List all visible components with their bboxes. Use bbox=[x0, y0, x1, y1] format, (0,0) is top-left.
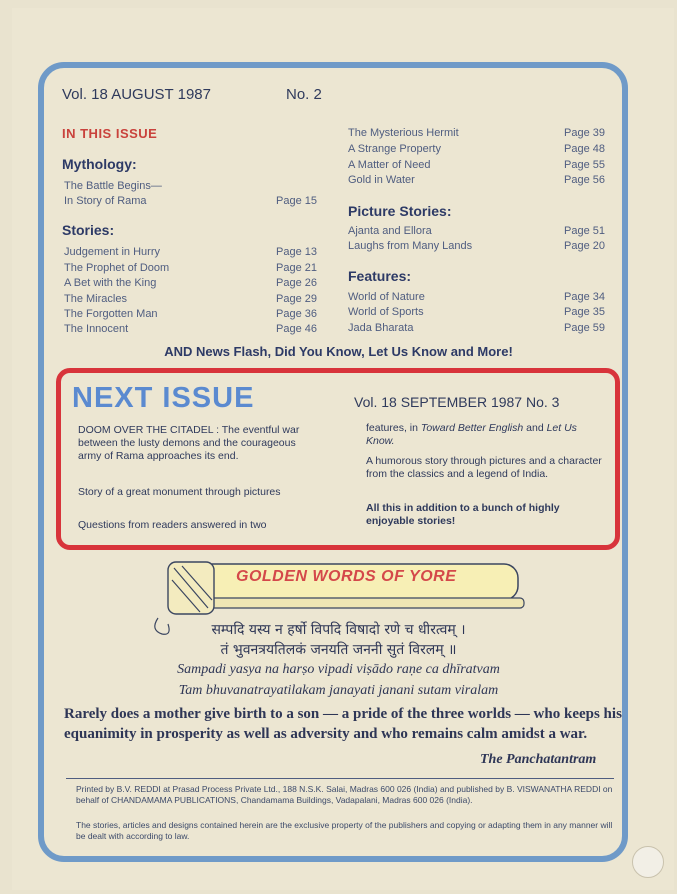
section-title-features: Features: bbox=[348, 268, 412, 284]
toc-item: In Story of Rama bbox=[64, 195, 147, 207]
next-issue-volume: Vol. 18 SEPTEMBER 1987 No. 3 bbox=[354, 394, 560, 410]
toc-page: Page 56 bbox=[564, 174, 605, 186]
next-issue-paragraph: Story of a great monument through pictures bbox=[78, 486, 281, 498]
toc-item: Gold in Water bbox=[348, 174, 415, 186]
divider bbox=[66, 778, 614, 779]
toc-item: Laughs from Many Lands bbox=[348, 240, 473, 252]
toc-item: The Mysterious Hermit bbox=[348, 127, 459, 139]
next-issue-paragraph: All this in addition to a bunch of highly enjoyable stories! bbox=[366, 502, 560, 527]
text-run: features, in bbox=[366, 422, 421, 434]
library-stamp-icon bbox=[632, 846, 664, 878]
and-news-line: AND News Flash, Did You Know, Let Us Know and More! bbox=[164, 344, 513, 359]
toc-page: Page 51 bbox=[564, 225, 605, 237]
sanskrit-verse-line: सम्पदि यस्य न हर्षो विपदि विषादो रणे च धीरत्वम् । bbox=[211, 622, 466, 638]
copyright-notice: The stories, articles and designs contained herein are the exclusive property of the publishers and copying or adapting them in any manner will be dealt with according to law. bbox=[76, 820, 613, 841]
italic-title: Toward Better English bbox=[420, 422, 524, 434]
toc-page: Page 35 bbox=[564, 306, 605, 318]
next-issue-paragraph bbox=[366, 422, 602, 448]
issue-number: No. 2 bbox=[286, 86, 322, 103]
toc-item: Judgement in Hurry bbox=[64, 246, 160, 258]
volume-date: Vol. 18 AUGUST 1987 bbox=[62, 86, 211, 103]
text-run: and bbox=[523, 422, 547, 434]
toc-item: A Strange Property bbox=[348, 143, 441, 155]
italic-title: Let Us Know. bbox=[366, 422, 577, 447]
toc-page: Page 15 bbox=[276, 195, 317, 207]
printer-info: Printed by B.V. REDDI at Prasad Process Private Ltd., 188 N.S.K. Salai, Madras 600 026 (India) and published by B. VISWANATHA REDDI on behalf of CHANDAMAMA PUBLICATIONS, Chandamama Buildings, Vadapalani, Madras 600 026 (India). bbox=[76, 784, 613, 805]
toc-page: Page 36 bbox=[276, 308, 317, 320]
section-title-picture-stories: Picture Stories: bbox=[348, 203, 452, 219]
section-title-stories: Stories: bbox=[62, 222, 115, 238]
translation-text: Rarely does a mother give birth to a son — a pride of the three worlds — who keeps his equanimity in prosperity as well as adversity and who remains calm amidst a war. bbox=[64, 706, 622, 742]
toc-page: Page 20 bbox=[564, 240, 605, 252]
toc-page: Page 46 bbox=[276, 323, 317, 335]
toc-item: The Innocent bbox=[64, 323, 129, 335]
toc-item: World of Nature bbox=[348, 291, 425, 303]
transliteration-line: Tam bhuvanatrayatilakam janayati janani sutam viralam bbox=[178, 683, 499, 698]
sanskrit-verse-line: तं भुवनत्रयतिलकं जनयति जननी सुतं विरलम् ॥ bbox=[220, 642, 457, 658]
next-issue-paragraph: DOOM OVER THE CITADEL : The eventful war between the lusty demons and the courageous army of Rama approaches its end. bbox=[78, 424, 300, 462]
toc-item: Ajanta and Ellora bbox=[348, 225, 432, 237]
toc-item: World of Sports bbox=[348, 306, 424, 318]
next-issue-paragraph: A humorous story through pictures and a character from the classics and a legend of India. bbox=[366, 455, 602, 480]
in-this-issue-heading: IN THIS ISSUE bbox=[62, 126, 158, 141]
toc-page: Page 13 bbox=[276, 246, 317, 258]
attribution: The Panchatantram bbox=[480, 752, 597, 767]
toc-item: A Bet with the King bbox=[64, 277, 157, 289]
toc-item: The Forgotten Man bbox=[64, 308, 158, 320]
toc-page: Page 55 bbox=[564, 159, 605, 171]
next-issue-title: NEXT ISSUE bbox=[72, 382, 255, 414]
toc-page: Page 21 bbox=[276, 262, 317, 274]
transliteration-line: Sampadi yasya na harṣo vipadi viṣādo raṇe ca dhīratvam bbox=[177, 662, 500, 677]
toc-item: The Prophet of Doom bbox=[64, 262, 170, 274]
toc-page: Page 48 bbox=[564, 143, 605, 155]
banner-roll bbox=[194, 598, 524, 608]
next-issue-paragraph: Questions from readers answered in two bbox=[78, 519, 267, 531]
toc-page: Page 26 bbox=[276, 277, 317, 289]
toc-page: Page 59 bbox=[564, 322, 605, 334]
toc-item: Jada Bharata bbox=[348, 322, 414, 334]
toc-item: The Battle Begins— bbox=[64, 180, 162, 192]
section-title-mythology: Mythology: bbox=[62, 156, 137, 172]
toc-item: The Miracles bbox=[64, 293, 127, 305]
golden-words-title: GOLDEN WORDS OF YORE bbox=[236, 568, 457, 585]
toc-page: Page 39 bbox=[564, 127, 605, 139]
toc-page: Page 29 bbox=[276, 293, 317, 305]
toc-item: A Matter of Need bbox=[348, 159, 431, 171]
toc-page: Page 34 bbox=[564, 291, 605, 303]
